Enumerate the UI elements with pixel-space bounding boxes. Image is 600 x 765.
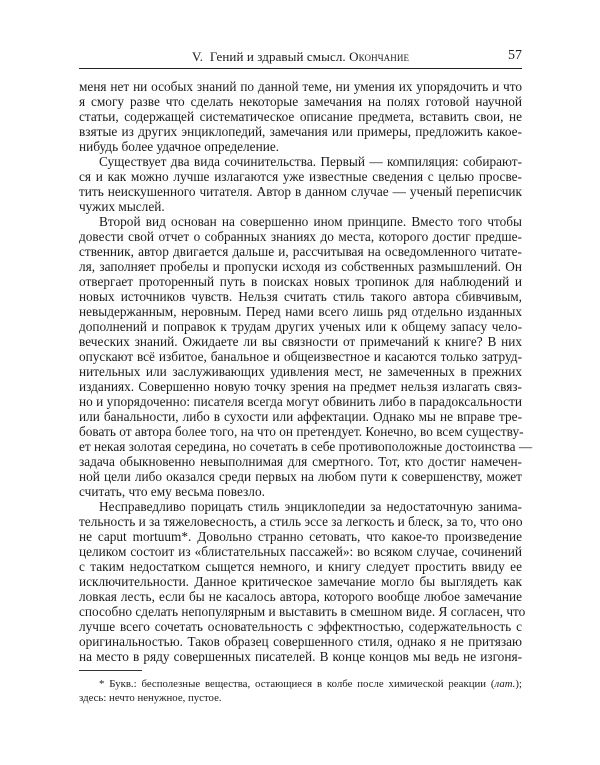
text-line: оригинальностью. Таков образец совершенного стиля, однако я не притязаю <box>79 634 522 649</box>
text-line: или банальности, либо в сухости или аффектации. Однако мы не вправе тре- <box>79 409 522 424</box>
text-line: ет некая золотая середина, но сочетать в себе противоположные достоинства — <box>79 439 533 454</box>
paragraph <box>79 214 533 499</box>
footnote-language-abbrev: лат. <box>494 678 516 690</box>
text-line: не caput mortuum*. Довольно странно сетовать, что какое-то произведение <box>79 529 522 544</box>
chapter-title: Гений и здравый смысл. <box>209 49 346 64</box>
chapter-suffix: Окончание <box>349 49 410 64</box>
text-line: взятые из других энциклопедий, замечания или примеры, предложить какое- <box>79 124 522 139</box>
text-line: Второй вид основан на совершенно ином принципе. Вместо того чтобы <box>99 214 522 229</box>
footnote <box>79 677 522 705</box>
text-line: невыдержанным, неровным. Перед нами всего лишь ряд отдельно изданных <box>79 304 522 319</box>
text-line: новых источников чувств. Нельзя считать стиль такого автора сбивчивым, <box>79 289 522 304</box>
chapter-numeral: V. <box>191 49 204 64</box>
running-header <box>79 48 522 69</box>
text-line: нительных или заслуживающих удивления мест, не замеченных в прежних <box>79 364 522 379</box>
text-line: нибудь более удачное определение. <box>79 139 280 154</box>
text-line: чужих мыслей. <box>79 199 165 214</box>
text-line: задача обыкновенно невыполнимая для смертного. Тот, кто достиг намечен- <box>79 454 522 469</box>
text-line: изданиях. Совершенно новую точку зрения на предмет нельзя излагать связ- <box>79 379 522 394</box>
footnote-divider <box>79 670 142 671</box>
text-line: тельность и за тяжеловесность, а стиль эссе за легкость и блеск, за то, что оно <box>79 514 523 529</box>
body-text <box>79 79 533 664</box>
text-line: довести свой отчет о собранных знаниях до места, которого достиг предше- <box>79 229 522 244</box>
text-line: тить неискушенного читателя. Автор в данном случае — ученый переписчик <box>79 184 522 199</box>
text-line: но и упорядоченно: писателя всегда могут обвинить либо в парадоксальности <box>79 394 522 409</box>
text-line: считать, что ему весьма повезло. <box>79 484 265 499</box>
text-line: я смогу разве что сделать некоторые замечания на полях готовой научной <box>79 94 522 109</box>
paragraph <box>79 79 522 154</box>
text-line: дополнений и поправок к трудам других ученых или к общему запасу чело- <box>79 319 522 334</box>
footnote-line: здесь: нечто ненужное, пустое. <box>79 692 222 704</box>
text-line: с таким недостатком сыщется немного, и книгу следует простить ввиду ее <box>79 559 522 574</box>
text-line: исключительности. Данное критическое замечание могло бы выглядеть как <box>79 574 522 589</box>
footnote-text: * Букв.: бесполезные вещества, остающиеся в колбе после химической реакции ( <box>99 678 495 690</box>
running-header-title <box>79 49 522 65</box>
text-line: способно сделать непопулярным и выставить в смешном виде. Я согласен, что <box>79 604 526 619</box>
page-number: 57 <box>508 48 522 63</box>
text-line: ловкая лесть, если бы не касалось автора, которого вообще любое замечание <box>79 589 522 604</box>
text-line: ственник, автор двигается дальше и, рассчитывая на осведомленного читате- <box>79 244 522 259</box>
footnote-text-end: ); <box>515 678 522 690</box>
paragraph <box>79 154 522 214</box>
text-line: ной цели либо оказался среди первых на любом пути к совершенству, может <box>79 469 522 484</box>
text-line: меня нет ни особых знаний по данной теме, ни умения их упорядочить и что <box>79 79 522 94</box>
text-line: Несправедливо порицать стиль энциклопедии за недостаточную занима- <box>99 499 522 514</box>
text-line: веческих знаний. Ожидаете ли вы связности от примечаний к книге? В них <box>79 334 522 349</box>
text-line: опускают всё избитое, банальное и общеизвестное и касаются только затруд- <box>79 349 522 364</box>
text-line: ля, заполняет пробелы и пропуски исходя из собственных размышлений. Он <box>79 259 522 274</box>
paragraph <box>79 499 526 664</box>
text-line: статьи, содержащей систематическое описание предмета, вставить свои, не <box>79 109 522 124</box>
footnote-line <box>79 677 522 691</box>
text-line: на место в ряду совершенных писателей. В конце концов мы ведь не изгоня- <box>79 649 522 664</box>
text-line: лучше всего сочетать основательность с эффектностью, содержательность с <box>79 619 522 634</box>
text-line: Существует два вида сочинительства. Первый — компиляция: собирают- <box>99 154 522 169</box>
text-line: отвергает проторенный путь в поисках новых тропинок для наблюдений и <box>79 274 522 289</box>
text-line: целиком состоит из «блистательных пассажей»: во всяком случае, сочинений <box>79 544 522 559</box>
text-line: бовать от автора более того, на что он претендует. Конечно, во всем существу- <box>79 424 524 439</box>
text-line: ся и как можно лучше излагаются уже известные сведения с целью просве- <box>79 169 522 184</box>
